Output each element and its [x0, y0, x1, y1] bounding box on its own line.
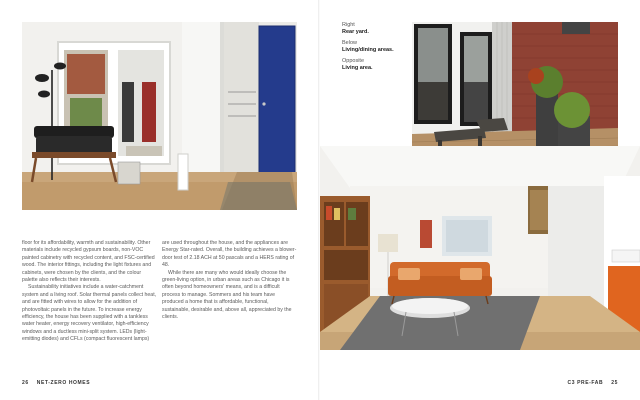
caption-value: Living area. — [342, 65, 373, 71]
caption-label: Below — [342, 40, 357, 46]
caption-value: Living/dining areas. — [342, 47, 394, 53]
caption-label: Opposite — [342, 58, 365, 64]
caption-value: Rear yard. — [342, 29, 369, 35]
body-paragraph: are used throughout the house, and the appliances are Energy Star-rated. Overall, the building achieves a blower-door test of 2.18 ACH at 50 pascals and a HERS rating of 48. — [162, 240, 297, 269]
caption-label: Right — [342, 22, 355, 28]
body-text-column-2 — [162, 240, 297, 321]
entry-hallway-illustration — [22, 22, 297, 210]
right-folio — [568, 380, 619, 386]
body-paragraph: floor for its affordability, warmth and sustainability. Other materials include recycled gypsum boards, non-VOC painted cabinetry with recycled content, and FSC-certified wood. The interior fittings, including the light fixtures and cabinets, were chosen by the clients, and the colour palette also reflects their interests. — [22, 240, 155, 284]
caption-below — [342, 40, 394, 54]
body-paragraph: While there are many who would ideally choose the green-living option, in urban areas such as Chicago it is often beyond homeowners' means, and is a difficult process to manage. Sommers and his team have produced a home that is affordable, functional, sustainable, desirable and, above all, appreciated by the clients. — [162, 269, 292, 321]
section-title: NET-ZERO HOMES — [36, 380, 91, 386]
right-page — [320, 0, 640, 400]
rear-yard-photo — [412, 22, 618, 164]
rear-yard-illustration — [412, 22, 618, 164]
page-number: 25 — [611, 380, 618, 386]
left-folio — [22, 380, 90, 386]
body-text-column-1 — [22, 240, 157, 344]
page-number: 26 — [22, 380, 29, 386]
section-title: C3 PRE-FAB — [567, 380, 604, 386]
body-paragraph: Sustainability initiatives include a water-catchment system and a living roof. Solar thermal panels collect heat, and are fitted with wires to allow for the addition of photovoltaic panels in the future. To increase energy efficiency, the house has been supplied with a tankless water heater, energy recovery ventilator, high-efficiency windows and a ductless mini-split system. LEDs (light-emitting diodes) and CFLs (compact fluorescent lamps) — [22, 284, 157, 343]
living-dining-illustration — [320, 146, 640, 350]
caption-opposite — [342, 58, 373, 72]
living-dining-photo — [320, 146, 640, 350]
caption-right — [342, 22, 369, 36]
entry-hallway-photo — [22, 22, 297, 210]
